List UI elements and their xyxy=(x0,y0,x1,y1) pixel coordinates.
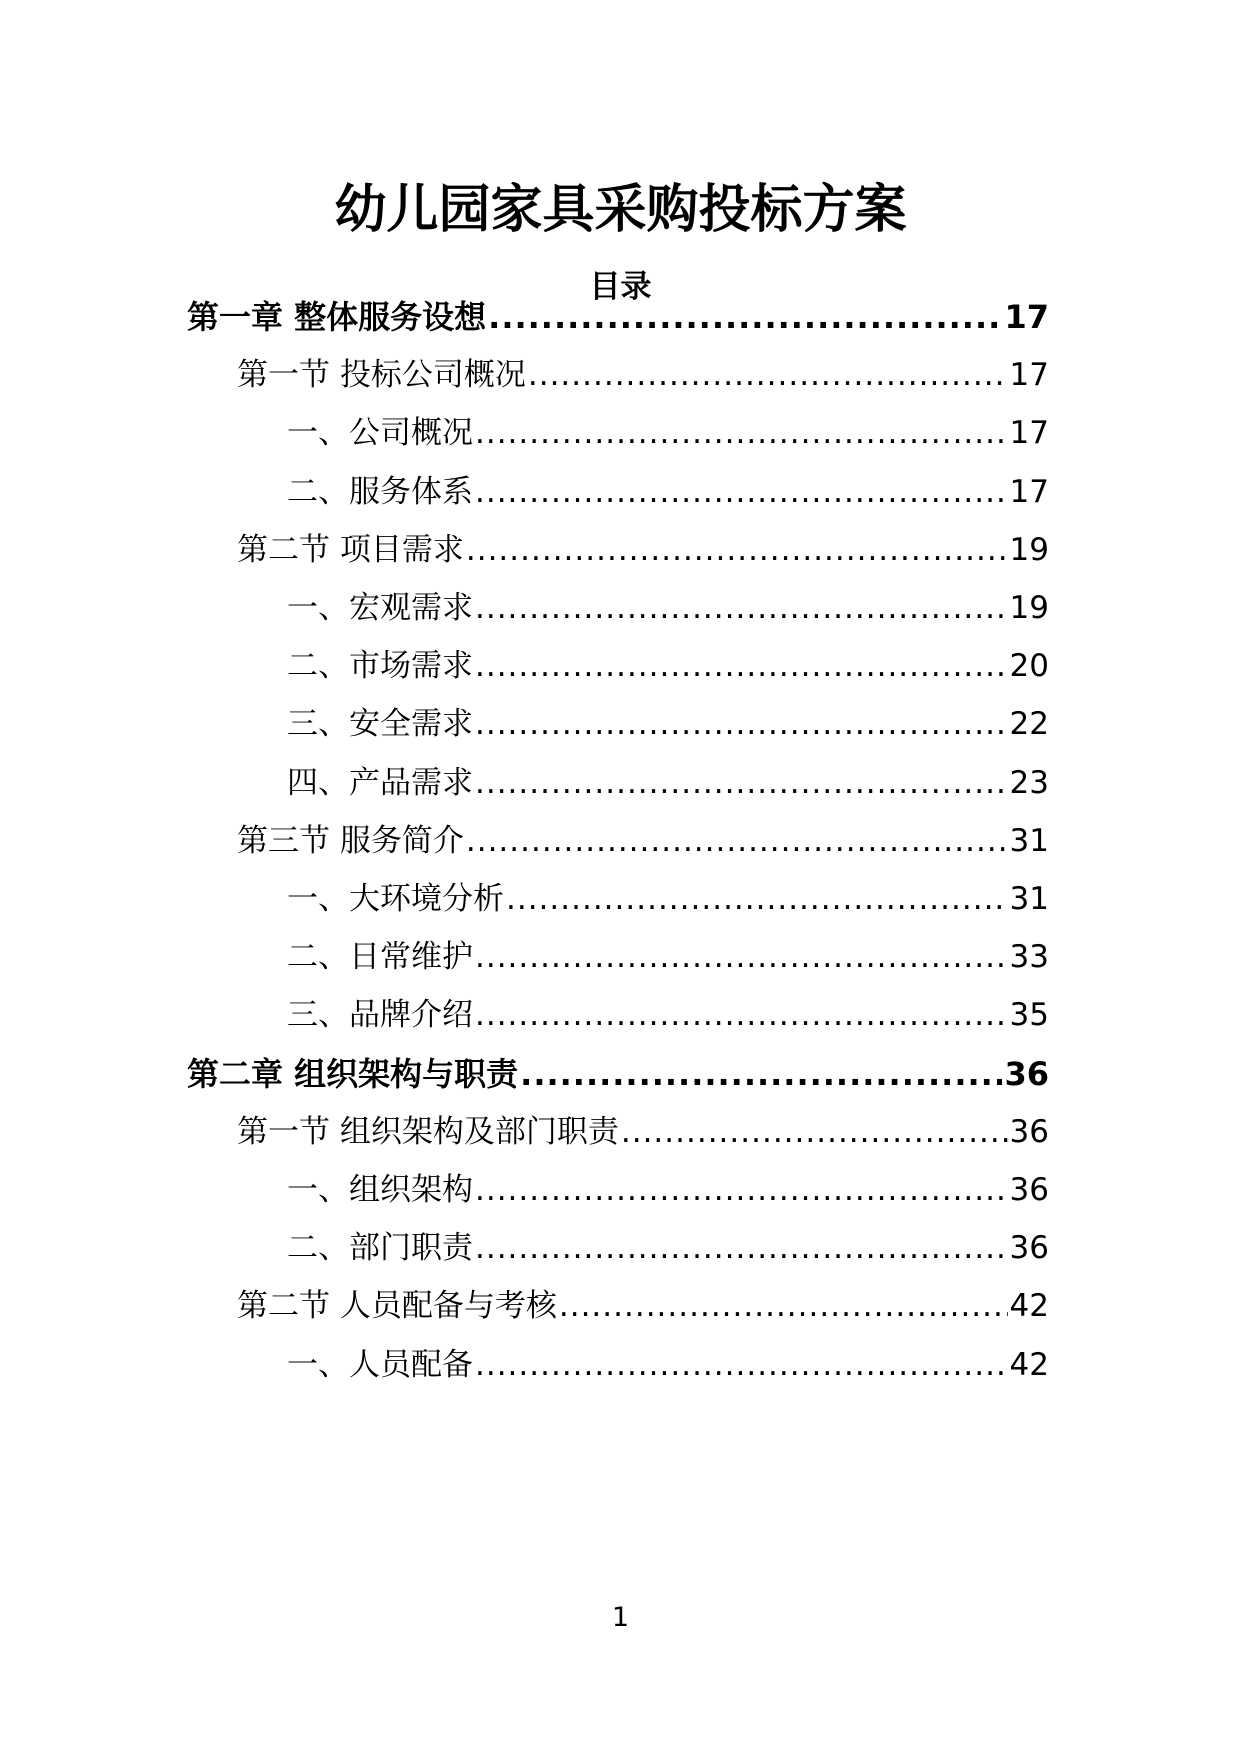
toc-dot-leader xyxy=(475,646,1008,686)
toc-entry-page: 36 xyxy=(1009,1113,1049,1150)
toc-entry-label: 二、日常维护 xyxy=(287,939,473,976)
toc-entry-page: 19 xyxy=(1009,531,1049,568)
toc-entry[interactable] xyxy=(287,759,1049,803)
toc-entry-label: 二、市场需求 xyxy=(287,648,473,685)
toc-entry-label: 三、品牌介绍 xyxy=(287,997,473,1034)
toc-entry-page: 17 xyxy=(1004,298,1049,336)
document-title: 幼儿园家具采购投标方案 xyxy=(334,180,907,240)
toc-entry[interactable] xyxy=(237,526,1049,570)
toc-entry[interactable] xyxy=(287,1341,1049,1385)
toc-dot-leader xyxy=(475,413,1008,453)
toc-entry-page: 17 xyxy=(1009,415,1049,452)
toc-entry-page: 36 xyxy=(1004,1054,1049,1093)
toc-entry-page: 33 xyxy=(1009,939,1049,976)
toc-dot-leader xyxy=(559,1286,1008,1326)
toc-entry[interactable] xyxy=(187,1050,1049,1094)
toc-entry-page: 17 xyxy=(1009,473,1049,510)
toc-entry[interactable] xyxy=(287,1166,1049,1210)
toc-entry-page: 42 xyxy=(1009,1288,1049,1325)
toc-entry[interactable] xyxy=(287,468,1049,512)
toc-entry-label: 一、组织架构 xyxy=(287,1172,473,1208)
toc-dot-leader xyxy=(475,1228,1008,1268)
toc-entry-label: 一、宏观需求 xyxy=(287,590,473,626)
toc-entry-page: 36 xyxy=(1009,1230,1049,1267)
toc-entry[interactable] xyxy=(287,1224,1049,1268)
page-number: 1 xyxy=(611,1602,630,1633)
toc-entry-label: 第一节 组织架构及部门职责 xyxy=(237,1113,619,1150)
toc-entry-page: 23 xyxy=(1009,764,1049,801)
toc-dot-leader xyxy=(621,1112,1008,1152)
toc-entry-label: 二、部门职责 xyxy=(287,1230,473,1267)
toc-entry-page: 31 xyxy=(1009,881,1049,917)
toc-entry[interactable] xyxy=(187,293,1049,337)
toc-entry-page: 31 xyxy=(1009,822,1049,859)
toc-entry[interactable] xyxy=(237,1108,1049,1152)
toc-dot-leader xyxy=(506,879,1008,919)
toc-entry-label: 第三节 服务简介 xyxy=(237,822,464,859)
toc-heading: 目录 xyxy=(589,269,652,305)
toc-entry-label: 二、服务体系 xyxy=(287,473,473,510)
toc-entry-label: 一、人员配备 xyxy=(287,1346,473,1383)
toc-entry-page: 20 xyxy=(1009,648,1049,685)
toc-dot-leader xyxy=(475,472,1008,512)
toc-entry[interactable] xyxy=(287,409,1049,453)
toc-entry-label: 一、大环境分析 xyxy=(287,881,504,917)
toc-entry-label: 第一节 投标公司概况 xyxy=(237,357,526,394)
toc-dot-leader xyxy=(488,297,1002,337)
toc-entry[interactable] xyxy=(287,933,1049,977)
toc-dot-leader xyxy=(475,1170,1008,1210)
toc-entry-label: 第二章 组织架构与职责 xyxy=(187,1054,519,1093)
toc-entry[interactable] xyxy=(237,351,1049,395)
toc-entry-page: 17 xyxy=(1009,357,1049,394)
toc-entry[interactable] xyxy=(287,991,1049,1035)
toc-entry[interactable] xyxy=(237,817,1049,861)
toc-dot-leader xyxy=(475,937,1008,977)
toc-entry-label: 一、公司概况 xyxy=(287,415,473,452)
toc-dot-leader xyxy=(475,1345,1008,1385)
toc-dot-leader xyxy=(475,704,1008,744)
toc-entry-page: 22 xyxy=(1009,706,1049,743)
toc-entry[interactable] xyxy=(287,700,1049,744)
toc-entry-label: 第二节 人员配备与考核 xyxy=(237,1288,557,1325)
toc-entry-label: 三、安全需求 xyxy=(287,706,473,743)
toc-entry[interactable] xyxy=(287,584,1049,628)
toc-dot-leader xyxy=(466,821,1008,861)
toc-dot-leader xyxy=(475,588,1008,628)
toc-entry-label: 第二节 项目需求 xyxy=(237,531,464,568)
toc-dot-leader xyxy=(520,1054,1002,1094)
toc-dot-leader xyxy=(528,355,1008,395)
toc-entry-label: 四、产品需求 xyxy=(287,764,473,801)
toc-dot-leader xyxy=(475,763,1008,803)
toc-entry[interactable] xyxy=(287,642,1049,686)
toc-dot-leader xyxy=(466,530,1008,570)
toc-entry-page: 19 xyxy=(1009,590,1049,626)
toc-entry[interactable] xyxy=(237,1282,1049,1326)
toc-dot-leader xyxy=(475,995,1008,1035)
toc-entry-page: 35 xyxy=(1009,997,1049,1034)
toc-entry-label: 第一章 整体服务设想 xyxy=(187,298,487,336)
toc-entry-page: 42 xyxy=(1009,1346,1049,1383)
toc-entry[interactable] xyxy=(287,875,1049,919)
toc-entry-page: 36 xyxy=(1009,1172,1049,1208)
